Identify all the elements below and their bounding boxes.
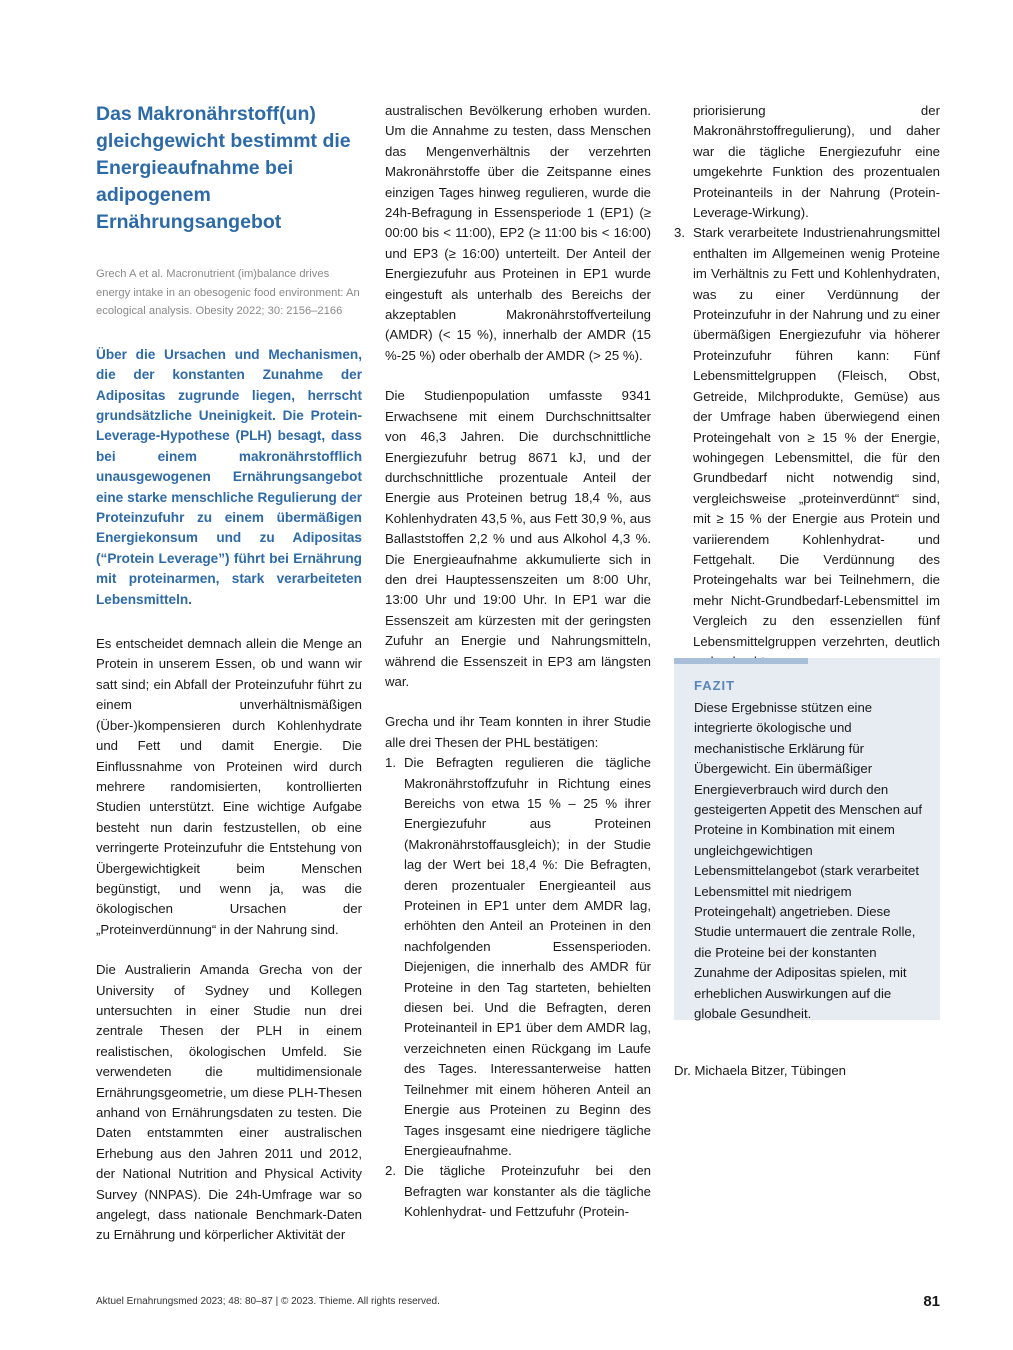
fazit-heading: FAZIT [694, 678, 736, 693]
article-citation: Grech A et al. Macronutrient (im)balance drives energy intake in an obesogenic food environment: An ecological analysis. Obesity 2022; 30: 2156–2166 [96, 268, 360, 318]
body-paragraph: australischen Bevölkerung erhoben wurden. Um die Annahme zu testen, dass Menschen das Mengenverhältnis der verzehrten Makronährstoffe über die Zeitspanne eines einzigen Tages hinweg regulieren, wurde die 24h-Befragung in Essensperiode 1 (EP1) (≥ 00:00 bis < 11:00), EP2 (≥ 11:00 bis < 16:00) und EP3 (≥ 16:00) unterteilt. Der Anteil der Energiezufuhr aus Proteinen in EP1 wurde eingestuft als unterhalb des Bereichs der akzeptablen Makronährstoffverteilung (AMDR) (< 15 %), innerhalb der AMDR (15 %-25 %) oder oberhalb der AMDR (> 25 %). [385, 103, 651, 363]
list-item [385, 1161, 651, 1222]
body-paragraph: Die Studienpopulation umfasste 9341 Erwachsene mit einem Durchschnittsalter von 46,3 Jahren. Die durchschnittliche Energiezufuhr betrug 8671 kJ, und der durchschnittliche prozentuale Anteil der Energie aus Proteinen betrug 18,4 %, aus Kohlenhydraten 43,5 %, aus Fett 30,9 %, aus Ballaststoffen 2,2 % und aus Alkohol 4,3 %. Die Energieaufnahme akkumulierte sich in den drei Hauptessenszeiten um 8:00 Uhr, 13:00 Uhr und 19:00 Uhr. In EP1 war die Essenszeit am kürzesten mit der geringsten Zufuhr an Energie und Nahrungsmitteln, während die Essenszeit in EP3 am längsten war. [385, 388, 651, 689]
body-paragraph: Die Australierin Amanda Grecha von der University of Sydney und Kollegen untersuchten in einer Studie nun drei zentrale Thesen der PLH in einem realistischen, ökologischen Umfeld. Sie verwendeten die multidimensionale Ernährungsgeometrie, um diese PLH-Thesen anhand von Ernährungsdaten zu testen. Die Daten entstammten einer australischen Erhebung aus den Jahren 2011 und 2012, der National Nutrition and Physical Activity Survey (NNPAS). Die 24h-Umfrage war so angelegt, dass nationale Benchmark-Daten zu Ernährung und körperlicher Aktivität der [96, 962, 362, 1243]
column-1 [96, 101, 362, 1246]
fazit-accent-bar [674, 658, 808, 664]
journal-footer: Aktuel Ernahrungsmed 2023; 48: 80–87 | © 2023. Thieme. All rights reserved. [96, 1296, 440, 1307]
list-item [674, 223, 940, 672]
thesis-list [385, 753, 651, 1222]
body-paragraph: Es entscheidet demnach allein die Menge an Protein in unserem Essen, ob und wann wir satt sind; ein Abfall der Proteinzufuhr führt zu einem unverhältnismäßigen (Über-)kompensieren durch Kohlenhydrate und Fett und damit Energie. Die Einflussnahme von Proteinen wird durch mehrere randomisierten, kontrollierten Studien unterstützt. Eine wichtige Aufgabe besteht nun darin festzustellen, ob eine verringerte Proteinzufuhr die Entstehung von Übergewichtigkeit beim Menschen begünstigt, und wenn ja, was die ökologischen Ursachen der „Proteinverdünnung“ in der Nahrung sind. [96, 636, 362, 937]
thesis-list-continued [674, 101, 940, 672]
body-paragraph: Grecha und ihr Team konnten in ihrer Studie alle drei Thesen der PHL bestätigen: [385, 714, 651, 750]
list-item-text: priorisierung der Makronährstoffregulierung), und daher war die tägliche Energiezufuhr eine umgekehrte Funktion des prozentualen Proteinanteils in der Nahrung (Protein-Leverage-Wirkung). [693, 103, 940, 221]
column-2 [385, 101, 651, 1223]
list-item-continuation [674, 101, 940, 223]
list-item-text: Die Befragten regulieren die tägliche Makronährstoffzufuhr in Richtung eines Bereichs von etwa 15 % – 25 % ihrer Energiezufuhr aus Proteinen (Makronährstoffausgleich); in der Studie lag der Wert bei 18,4 %: Die Befragten, deren prozentualer Energieanteil aus Proteinen in EP1 unter dem AMDR lag, erhöhten den Anteil an Proteinen in den nachfolgenden Essensperioden. Diejenigen, die innerhalb des AMDR für Proteine in den Tag starteten, behielten diesen bei. Und die Befragten, deren Proteinanteil in EP1 über dem AMDR lag, verzeichneten einen Rückgang im Laufe des Tages. Interessanterweise hatten Teilnehmer mit einem höheren Anteil an Energie aus Proteinen zu Beginn des Tages insgesamt eine niedrigere tägliche Energieaufnahme. [404, 755, 651, 1158]
column-3 [674, 101, 940, 672]
author-line: Dr. Michaela Bitzer, Tübingen [674, 1063, 847, 1078]
list-number: 1. [385, 755, 396, 771]
list-item [385, 753, 651, 1161]
list-item-text: Die tägliche Proteinzufuhr bei den Befragten war konstanter als die tägliche Kohlenhydrat- und Fettzufuhr (Protein- [404, 1163, 651, 1220]
list-number: 3. [674, 225, 685, 241]
article-lead: Über die Ursachen und Mechanismen, die der konstanten Zunahme der Adipositas zugrunde liegen, herrscht grundsätzliche Uneinigkeit. Die Protein-Leverage-Hypothese (PLH) besagt, dass bei einem makronährstofflich unausgewogenen Ernährungsangebot eine starke menschliche Regulierung der Proteinzufuhr zu einem übermäßigen Energiekonsum und zu Adipositas (“Protein Leverage”) führt bei Ernährung mit proteinarmen, stark verarbeiteten Lebensmitteln. [96, 346, 362, 607]
fazit-box [674, 658, 940, 1020]
article-title: Das Makronährstoff(un) gleichgewicht bestimmt die Energieaufnahme bei adipogenem Ernährungsangebot [96, 103, 351, 233]
fazit-text: Diese Ergebnisse stützen eine integrierte ökologische und mechanistische Erklärung für Übergewicht. Ein übermäßiger Energieverbrauch wird durch den gesteigerten Appetit des Menschen auf Proteine in Kombination mit einem ungleichgewichtigen Lebensmittelangebot (stark verarbeitet Lebensmittel mit niedrigem Proteingehalt) angetrieben. Diese Studie untermauert die zentrale Rolle, die Proteine bei der konstanten Zunahme der Adipositas spielen, mit erheblichen Auswirkungen auf die globale Gesundheit. [694, 700, 923, 1022]
list-number: 2. [385, 1163, 396, 1179]
list-item-text: Stark verarbeitete Industrienahrungsmittel enthalten im Allgemeinen wenig Proteine im Verhältnis zu Fett und Kohlenhydraten, was zu einer Verdünnung der Proteinzufuhr in der Nahrung und zu einer übermäßigen Energiezufuhr via höherer Proteinzufuhr führen kann: Fünf Lebensmittelgruppen (Fleisch, Obst, Getreide, Milchprodukte, Gemüse) aus der Umfrage haben überwiegend einen Proteingehalt von ≥ 15 % der Energie, wohingegen Lebensmittel, die für den Grundbedarf nicht notwendig sind, vergleichsweise „proteinverdünnt“ sind, mit ≥ 15 % der Energie aus Protein und variierendem Kohlenhydrat- und Fettgehalt. Die Verdünnung des Proteingehalts war bei Teilnehmern, die mehr Nicht-Grundbedarf-Lebensmittel im Vergleich zu den essenziellen fünf Lebensmittelgruppen verzehrten, deutlich [693, 225, 940, 649]
page-number: 81 [923, 1293, 940, 1310]
